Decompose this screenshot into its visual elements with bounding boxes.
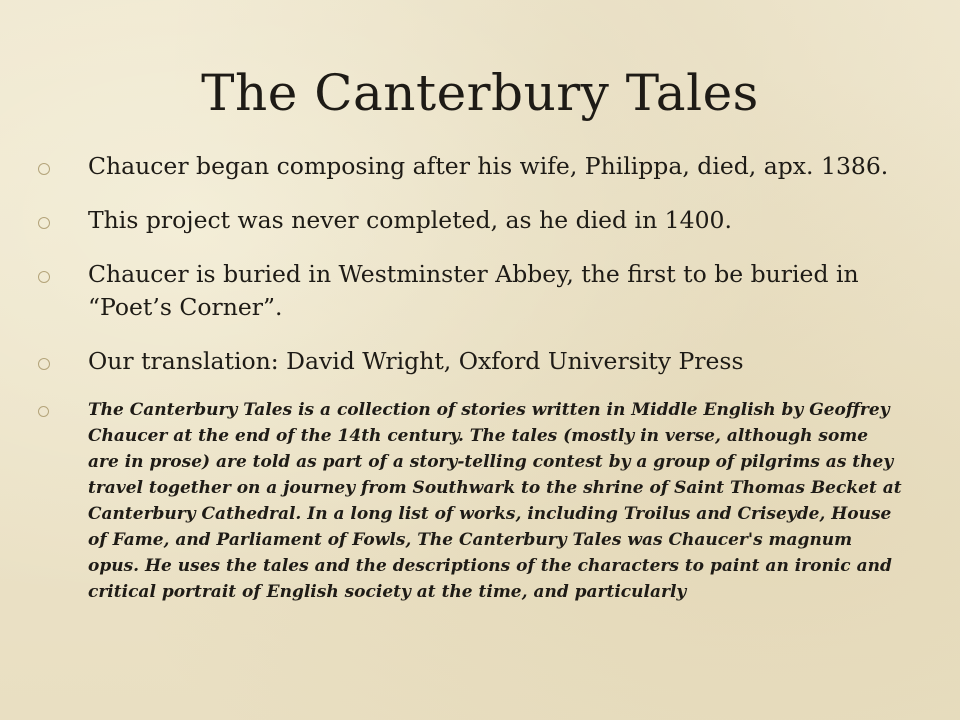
bullet-item-translation	[0, 345, 960, 378]
bullet-circle-icon	[38, 358, 50, 370]
slide-title: The Canterbury Tales	[201, 64, 759, 122]
bullet-item-never-completed	[0, 204, 960, 237]
bullet-circle-icon	[38, 163, 50, 175]
bullet-text: The Canterbury Tales is a collection of stories written in Middle English by Geoffrey Chaucer at the end of the 14th century. The tales (mostly in verse, although some are in prose) are told as part of a story-telling contest by a group of pilgrims as they travel together on a journey from Southwark to the shrine of Saint Thomas Becket at Canterbury Cathedral. In a long list of works, including Troilus and Criseyde, House of Fame, and Parliament of Fowls, The Canterbury Tales was Chaucer's magnum opus. He uses the tales and the descriptions of the characters to paint an ironic and critical portrait of English society at the time, and particularly	[88, 400, 902, 602]
bullet-text: Chaucer is buried in Westminster Abbey, the first to be buried in “Poet’s Corner”.	[88, 260, 859, 321]
bullet-text: Our translation: David Wright, Oxford University Press	[88, 347, 744, 375]
bullet-circle-icon	[38, 217, 50, 229]
bullet-list	[0, 150, 960, 605]
bullet-circle-icon	[38, 406, 49, 417]
bullet-text: This project was never completed, as he died in 1400.	[88, 206, 732, 234]
bullet-item-composing	[0, 150, 960, 183]
bullet-circle-icon	[38, 271, 50, 283]
bullet-item-summary	[0, 397, 960, 605]
bullet-text: Chaucer began composing after his wife, Philippa, died, apx. 1386.	[88, 152, 889, 180]
bullet-item-buried	[0, 258, 960, 324]
